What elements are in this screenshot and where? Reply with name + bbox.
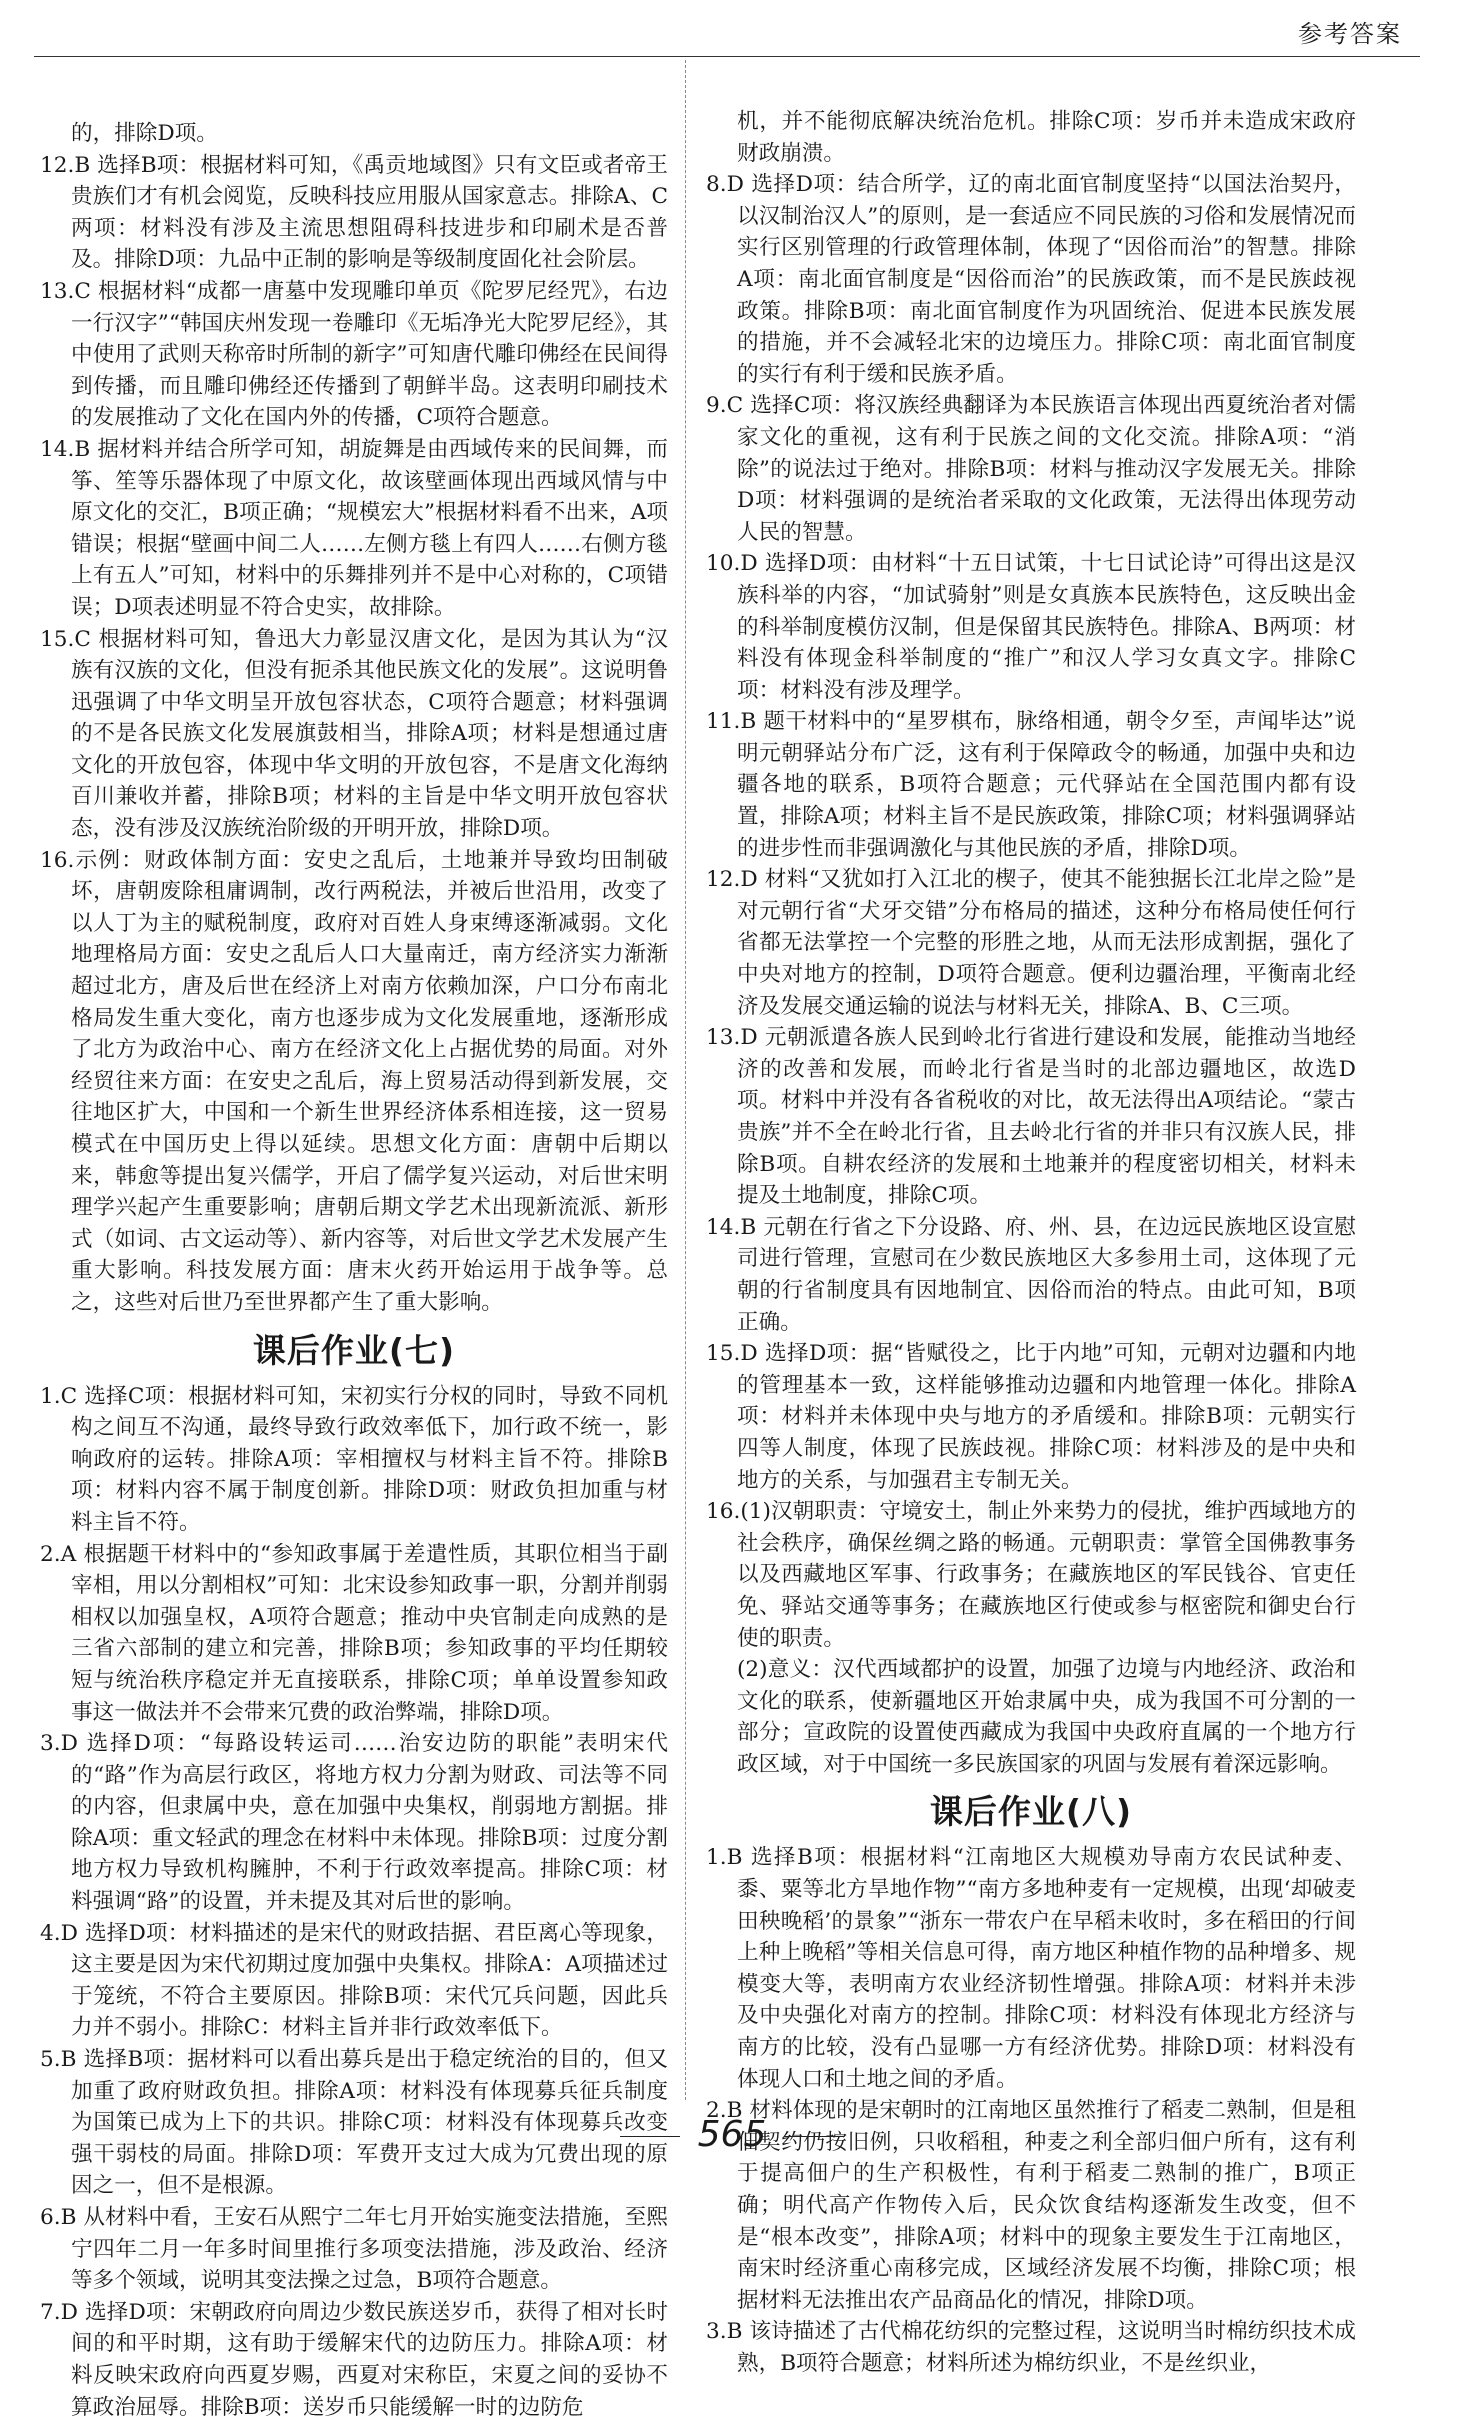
answer-entry: 7.D 选择D项：宋朝政府向周边少数民族送岁币，获得了相对长时间的和平时期，这有助于缓解宋代的边防压力。排除A项：材料反映宋政府向西夏岁赐，西夏对宋称臣，宋夏之间的妥协不算政治屈辱。排除B项：送岁币只能缓解一时的边防危	[40, 2299, 668, 2420]
answer-entry: 13.D 元朝派遣各族人民到岭北行省进行建设和发展，能推动当地经济的改善和发展，而岭北行省是当时的北部边疆地区，故选D项。材料中并没有各省税收的对比，故无法得出A项结论。“蒙古贵族”并不全在岭北行省，且去岭北行省的并非只有汉族人民，排除B项。自耕农经济的发展和土地兼并的程度密切相关，材料未提及土地制度，排除C项。	[706, 1025, 1356, 1209]
column-divider	[685, 60, 686, 2100]
answer-entry: 16.示例：财政体制方面：安史之乱后，土地兼并导致均田制破坏，唐朝废除租庸调制，改行两税法，并被后世沿用，改变了以人丁为主的赋税制度，政府对百姓人身束缚逐渐减弱。文化地理格局方面：安史之乱后人口大量南迁，南方经济实力渐渐超过北方，唐及后世在经济上对南方依赖加深，户口分布南北格局发生重大变化，南方也逐步成为文化发展重地，逐渐形成了北方为政治中心、南方在经济文化上占据优势的局面。对外经贸往来方面：在安史之乱后，海上贸易活动得到新发展，交往地区扩大，中国和一个新生世界经济体系相连接，这一贸易模式在中国历史上得以延续。思想文化方面：唐朝中后期以来，韩愈等提出复兴儒学，开启了儒学复兴运动，对后世宋明理学兴起产生重要影响；唐朝后期文学艺术出现新流派、新形式（如词、古文运动等）、新内容等，对后世文学艺术发展产生重大影响。科技发展方面：唐末火药开始运用于战争等。总之，这些对后世乃至世界都产生了重大影响。	[40, 847, 668, 1315]
answer-entry: 11.B 题干材料中的“星罗棋布，脉络相通，朝令夕至，声闻毕达”说明元朝驿站分布广泛，这有利于保障政令的畅通，加强中央和边疆各地的联系，B项符合题意；元代驿站在全国范围内都有设置，排除A项；材料主旨不是民族政策，排除C项；材料强调驿站的进步性而非强调激化与其他民族的矛盾，排除D项。	[706, 709, 1356, 861]
answer-entry: 3.B 该诗描述了古代棉花纺织的完整过程，这说明当时棉纺织技术成熟，B项符合题意；材料所述为棉纺织业，不是丝织业，	[706, 2319, 1356, 2376]
answer-entry: 14.B 元朝在行省之下分设路、府、州、县，在边远民族地区设宣慰司进行管理，宣慰司在少数民族地区大多参用土司，这体现了元朝的行省制度具有因地制宜、因俗而治的特点。由此可知，B项正确。	[706, 1214, 1356, 1335]
answer-entry: 4.D 选择D项：材料描述的是宋代的财政拮据、君臣离心等现象，这主要是因为宋代初期过度加强中央集权。排除A：A项描述过于笼统，不符合主要原因。排除B项：宋代冗兵问题，因此兵力并不弱小。排除C：材料主旨并非行政效率低下。	[40, 1920, 668, 2041]
right-column	[706, 106, 1356, 2380]
answer-entry: 15.D 选择D项：据“皆赋役之，比于内地”可知，元朝对边疆和内地的管理基本一致，这样能够推动边疆和内地管理一体化。排除A项：材料并未体现中央与地方的矛盾缓和。排除B项：元朝实行四等人制度，体现了民族歧视。排除C项：材料涉及的是中央和地方的关系，与加强君主专制无关。	[706, 1341, 1356, 1493]
header-rule	[34, 56, 1420, 57]
answer-entry: 10.D 选择D项：由材料“十五日试策，十七日试论诗”可得出这是汉族科举的内容，“加试骑射”则是女真族本民族特色，这反映出金的科举制度模仿汉制，但是保留其民族特色。排除A、B两项：材料没有体现金科举制度的“推广”和汉人学习女真文字。排除C项：材料没有涉及理学。	[706, 551, 1356, 703]
answer-entry: 2.A 根据题干材料中的“参知政事属于差遣性质，其职位相当于副宰相，用以分割相权”可知：北宋设参知政事一职，分割并削弱相权以加强皇权，A项符合题意；推动中央官制走向成熟的是三省六部制的建立和完善，排除B项；参知政事的平均任期较短与统治秩序稳定并无直接联系，排除C项；单单设置参知政事这一做法并不会带来冗费的政治弊端，排除D项。	[40, 1541, 668, 1725]
answer-entry: 13.C 根据材料“成都一唐墓中发现雕印单页《陀罗尼经咒》，右边一行汉字”“韩国庆州发现一卷雕印《无垢净光大陀罗尼经》，其中使用了武则天称帝时所制的新字”可知唐代雕印佛经在民间得到传播，而且雕印佛经还传播到了朝鲜半岛。这表明印刷技术的发展推动了文化在国内外的传播，C项符合题意。	[40, 278, 668, 431]
section-title-7: 课后作业(七)	[252, 1330, 456, 1370]
answer-entry: 15.C 根据材料可知，鲁迅大力彰显汉唐文化，是因为其认为“汉族有汉族的文化，但没有扼杀其他民族文化的发展”。这说明鲁迅强调了中华文明呈开放包容状态，C项符合题意；材料强调的不是各民族文化发展旗鼓相当，排除A项；材料是想通过唐文化的开放包容，体现中华文明的开放包容，不是唐文化海纳百川兼收并蓄，排除B项；材料的主旨是中华文明开放包容状态，没有涉及汉族统治阶级的开明开放，排除D项。	[40, 626, 668, 842]
answer-entry: 3.D 选择D项：“每路设转运司……治安边防的职能”表明宋代的“路”作为高层行政区，将地方权力分割为财政、司法等不同的内容，但隶属中央，意在加强中央集权，削弱地方割据。排除A项：重文轻武的理念在材料中未体现。排除B项：过度分割地方权力导致机构臃肿，不利于行政效率提高。排除C项：材料强调“路”的设置，并未提及其对后世的影响。	[40, 1731, 668, 1915]
answer-entry: 的，排除D项。	[71, 121, 218, 146]
answer-entry: 5.B 选择B项：据材料可以看出募兵是出于稳定统治的目的，但又加重了政府财政负担。排除A项：材料没有体现募兵征兵制度为国策已成为上下的共识。排除C项：材料没有体现募兵改变强干弱枝的局面。排除D项：军费开支过大成为冗费出现的原因之一，但不是根源。	[40, 2047, 668, 2199]
answer-entry: 8.D 选择D项：结合所学，辽的南北面官制度坚持“以国法治契丹，以汉制治汉人”的原则，是一套适应不同民族的习俗和发展情况而实行区别管理的行政管理体制，体现了“因俗而治”的智慧。排除A项：南北面官制度是“因俗而治”的民族政策，而不是民族歧视政策。排除B项：南北面官制度作为巩固统治、促进本民族发展的措施，并不会减轻北宋的边境压力。排除C项：南北面官制度的实行有利于缓和民族矛盾。	[706, 172, 1356, 387]
answer-entry: 9.C 选择C项：将汉族经典翻译为本民族语言体现出西夏统治者对儒家文化的重视，这有利于民族之间的文化交流。排除A项：“消除”的说法过于绝对。排除B项：材料与推动汉字发展无关。排除D项：材料强调的是统治者采取的文化政策，无法得出体现劳动人民的智慧。	[706, 393, 1356, 545]
page-number-dash	[784, 2136, 844, 2137]
answer-entry: 2.B 材料体现的是宋朝时的江南地区虽然推行了稻麦二熟制，但是租佃契约仍按旧例，只收稻租，种麦之利全部归佃户所有，这有利于提高佃户的生产积极性，有利于稻麦二熟制的推广，B项正确；明代高产作物传入后，民众饮食结构逐渐发生改变，但不是“根本改变”，排除A项；材料中的现象主要发生于江南地区，南宋时经济重心南移完成，区域经济发展不均衡，排除C项；根据材料无法推出农产品商品化的情况，排除D项。	[706, 2098, 1356, 2313]
answer-entry: 12.D 材料“又犹如打入江北的楔子，使其不能独据长江北岸之险”是对元朝行省“犬牙交错”分布格局的描述，这种分布格局使任何行省都无法掌控一个完整的形胜之地，从而无法形成割据，强化了中央对地方的控制，D项符合题意。便利边疆治理，平衡南北经济及发展交通运输的说法与材料无关，排除A、B、C三项。	[706, 867, 1356, 1019]
page-number	[0, 2114, 1464, 2155]
answer-entry: 14.B 据材料并结合所学可知，胡旋舞是由西域传来的民间舞，而筝、笙等乐器体现了中原文化，故该壁画体现出西域风情与中原文化的交汇，B项正确；“规模宏大”根据材料看不出来，A项错误；根据“壁画中间二人……左侧方毯上有四人……右侧方毯上有五人”可知，材料中的乐舞排列并不是中心对称的，C项错误；D项表述明显不符合史实，故排除。	[40, 436, 668, 620]
page-header-label: 参考答案	[1298, 20, 1402, 48]
answer-entry: 12.B 选择B项：根据材料可知，《禹贡地域图》只有文臣或者帝王贵族们才有机会阅览，反映科技应用服从国家意志。排除A、C两项：材料没有涉及主流思想阻碍科技进步和印刷术是否普及。排除D项：九品中正制的影响是等级制度固化社会阶层。	[40, 152, 668, 273]
answer-entry: 机，并不能彻底解决统治危机。排除C项：岁币并未造成宋政府财政崩溃。	[737, 109, 1356, 166]
answer-entry: 1.C 选择C项：根据材料可知，宋初实行分权的同时，导致不同机构之间互不沟通，最终导致行政效率低下，加行政不统一，影响政府的运转。排除A项：宰相擅权与材料主旨不符。排除B项：材料内容不属于制度创新。排除D项：财政负担加重与材料主旨不符。	[40, 1383, 668, 1535]
section-title-8: 课后作业(八)	[929, 1792, 1133, 1832]
answer-entry: 16.(1)汉朝职责：守境安土，制止外来势力的侵扰，维护西域地方的社会秩序，确保丝绸之路的畅通。元朝职责：掌管全国佛教事务以及西藏地区军事、行政事务；在藏族地区的军民钱谷、官吏任免、驿站交通等事务；在藏族地区行使或参与枢密院和御史台行使的职责。	[706, 1499, 1356, 1651]
answer-entry-sub: (2)意义：汉代西域都护的设置，加强了边境与内地经济、政治和文化的联系，使新疆地区开始隶属中央，成为我国不可分割的一部分；宣政院的设置使西藏成为我国中央政府直属的一个地方行政区域，对于中国统一多民族国家的巩固与发展有着深远影响。	[737, 1657, 1356, 1777]
left-column	[40, 118, 668, 2423]
answer-entry: 6.B 从材料中看，王安石从熙宁二年七月开始实施变法措施，至熙宁四年二月一年多时间里推行多项变法措施，涉及政治、经济等多个领域，说明其变法操之过急，B项符合题意。	[40, 2205, 668, 2294]
page-number-value: 565	[697, 2114, 767, 2155]
page-number-dash	[620, 2136, 680, 2137]
answer-entry: 1.B 选择B项：根据材料“江南地区大规模劝导南方农民试种麦、黍、粟等北方旱地作物”“南方多地种麦有一定规模，出现‘却破麦田秧晚稻’的景象”“浙东一带农户在早稻未收时，多在稻田的行间上种上晚稻”等相关信息可得，南方地区种植作物的品种增多、规模变大等，表明南方农业经济韧性增强。排除A项：材料并未涉及中央强化对南方的控制。排除C项：材料没有体现北方经济与南方的比较，没有凸显哪一方有经济优势。排除D项：材料没有体现人口和土地之间的矛盾。	[706, 1845, 1356, 2092]
